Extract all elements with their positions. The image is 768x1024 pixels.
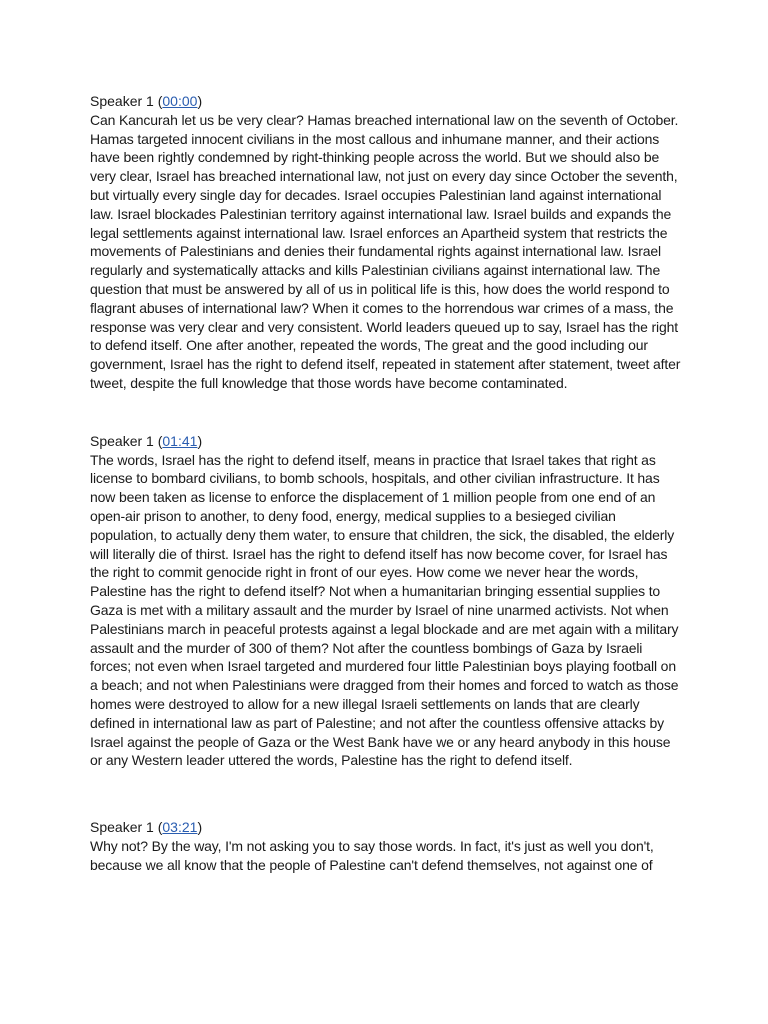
speaker-heading: Speaker 1 (03:21) xyxy=(90,819,203,836)
speaker-name: Speaker 1 xyxy=(90,432,154,449)
timestamp-link[interactable]: 01:41 xyxy=(162,432,198,449)
speaker-heading: Speaker 1 (01:41) xyxy=(90,432,203,449)
speaker-name: Speaker 1 xyxy=(90,819,154,836)
transcript-segment xyxy=(90,92,686,393)
transcript-document xyxy=(90,92,686,874)
segment-text: Why not? By the way, I'm not asking you to say those words. In fact, it's just as well you don't, because we all know that the people of Palestine can't defend themselves, not against one of xyxy=(90,837,654,873)
transcript-segment xyxy=(90,818,686,874)
transcript-segment xyxy=(90,432,686,770)
segment-text: Can Kancurah let us be very clear? Hamas breached international law on the seventh of October. Hamas targeted innocent civilians in the most callous and inhumane manner, and their actions have been rightly condemned by right-thinking people across the world. But we should also be very clear, Israel has breached international law, not just on every day since October the seventh, but virtually every single day for decades. Israel occupies Palestinian land against international law. Israel blockades Palestinian territory against international law. Israel builds and expands the legal settlements against international law. Israel enforces an Apartheid system that restricts the movements of Palestinians and denies their fundamental rights against international law. Israel regularly and systematically attacks and kills Palestinian civilians against international law. The question that must be answered by all of us in political life is this, how does the world respond to flagrant abuses of international law? When it comes to the horrendous war crimes of a mass, the response was very clear and very consistent. World leaders queued up to say, Israel has the right to defend itself. One after another, repeated the words, The great and the good including our government, Israel has the right to defend itself, repeated in statement after statement, tweet after tweet, despite the full knowledge that those words have become contaminated. xyxy=(90,111,681,391)
segment-text: The words, Israel has the right to defend itself, means in practice that Israel takes that right as license to bombard civilians, to bomb schools, hospitals, and other civilian infrastructure. It has now been taken as license to enforce the displacement of 1 million people from one end of an open-air prison to another, to deny food, energy, medical supplies to a besieged civilian population, to actually deny them water, to ensure that children, the sick, the disabled, the elderly will literally die of thirst. Israel has the right to defend itself has now become cover, for Israel has the right to commit genocide right in front of our eyes. How come we never hear the words, Palestine has the right to defend itself? Not when a humanitarian bringing essential supplies to Gaza is met with a military assault and the murder by Israel of nine unarmed activists. Not when Palestinians march in peaceful protests against a legal blockade and are met again with a military assault and the murder of 300 of them? Not after the countless bombings of Gaza by Israeli forces; not even when Israel targeted and murdered four little Palestinian boys playing football on a beach; and not when Palestinians were dragged from their homes and forced to watch as those homes were destroyed to allow for a new illegal Israeli settlements on lands that are clearly defined in international law as part of Palestine; and not after the countless offensive attacks by Israel against the people of Gaza or the West Bank have we or any heard anybody in this house or any Western leader uttered the words, Palestine has the right to defend itself. xyxy=(90,451,679,769)
timestamp-link[interactable]: 03:21 xyxy=(162,819,198,836)
speaker-name: Speaker 1 xyxy=(90,93,154,109)
speaker-heading: Speaker 1 (00:00) xyxy=(90,93,203,109)
timestamp-link[interactable]: 00:00 xyxy=(162,93,198,109)
